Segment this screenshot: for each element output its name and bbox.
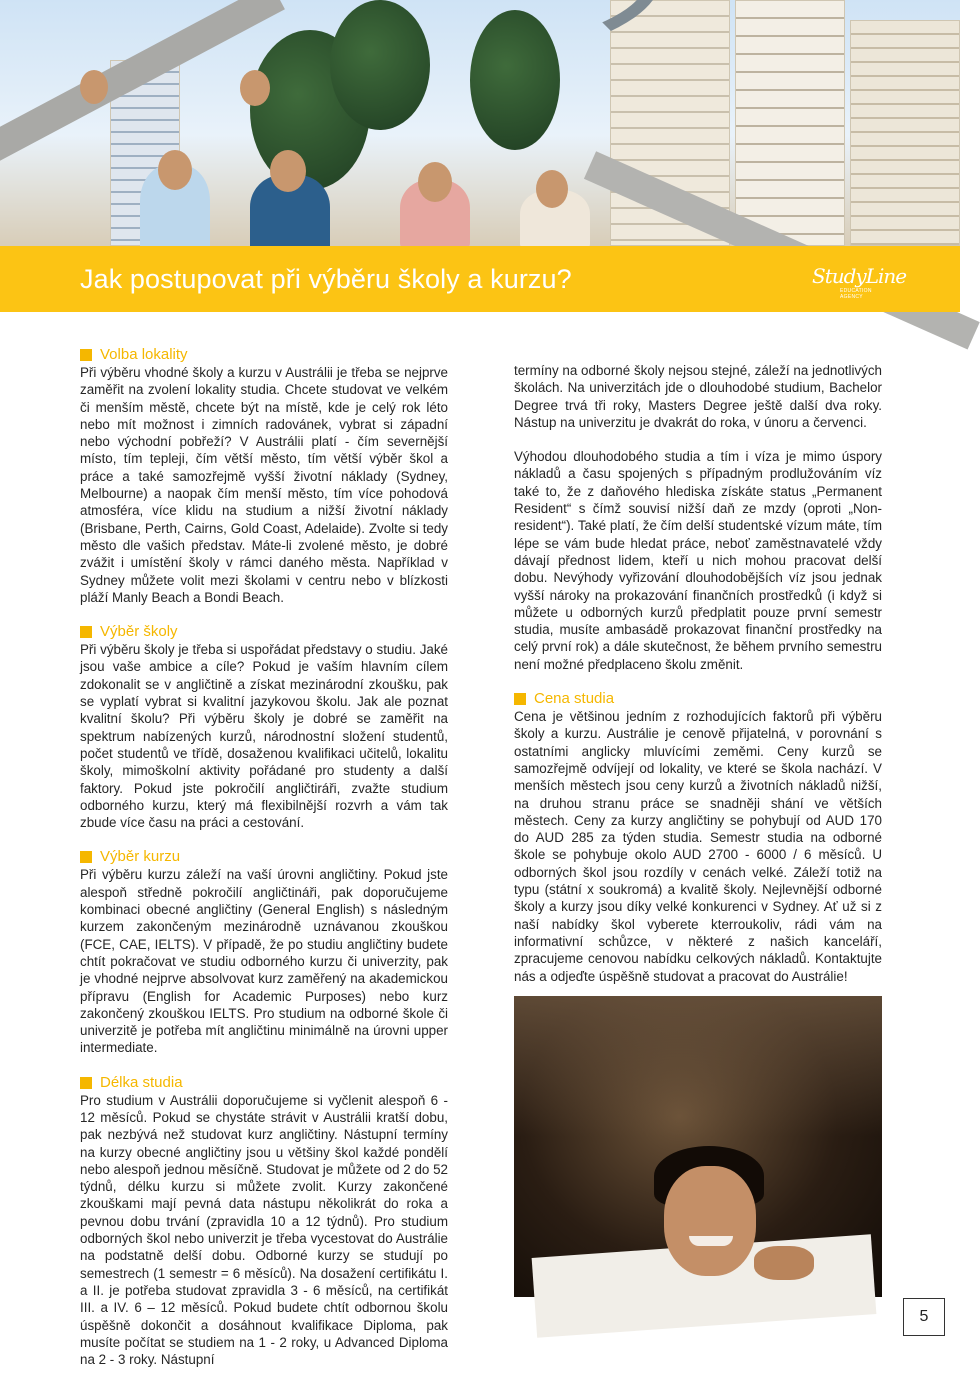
paragraph: Pro studium v Austrálii doporučujeme si vyčlenit alespoň 6 - 12 měsíců. Pokud se chystáte strávit v Austrálii kratší dobu, pak nezbývá než studovat kurz angličtiny. Nástupní termíny na kurzy obecné angličtiny jsou u většiny škol každé pondělí nebo alespoň jednou měsíčně. Studovat je můžete od 2 do 52 týdnů, délku kurzu si můžete zvolit. Kurzy zakončené zkouškami mají pevná data nástupu několikrát do roka a pevnou dobu trvání (zpravidla 10 a 12 týdnů). Pro studium odborných škol nebo univerzit je třeba vycestovat do Austrálie na podstatně delší dobu. Odborné kurzy se studují po semestrech (1 semestr = 6 měsíců). Na dosažení certifikátu I. a II. je potřeba studovat zpravidla 3 - 6 měsíců, na certifikát III. a IV. 6 – 12 měsíců. Pokud budete chtít odbornou školu úspěšně dokončit a dosáhnout kvalifikace Diploma, pak musíte počítat se studiem na 1 - 2 roky, u Advanced Diploma na 2 - 3 roky. Nástupní <box>80 1092 448 1368</box>
building <box>735 0 845 246</box>
right-column <box>514 362 882 985</box>
title-band <box>0 246 960 312</box>
bullet-square-icon <box>80 626 92 638</box>
person-head <box>418 162 452 202</box>
logo-text: StudyLine <box>812 264 907 288</box>
paragraph: termíny na odborné školy nejsou stejné, záleží na jednotlivých školách. Na univerzitách jde o dlouhodobé studium, Bachelor Degree trvá tři roky, Masters Degree ještě další dva roky. Nástup na univerzitu je dvakrát do roka, v únoru a červenci. <box>514 363 882 430</box>
section-heading: Volba lokality <box>80 346 448 364</box>
person-head <box>240 70 270 106</box>
page-title: Jak postupovat při výběru školy a kurzu? <box>80 264 572 294</box>
section-vyber-kurzu <box>80 848 448 1056</box>
hero-photo <box>0 0 960 246</box>
studyline-logo <box>812 264 907 300</box>
bullet-square-icon <box>80 1077 92 1089</box>
smile <box>689 1236 733 1246</box>
photo-background <box>514 996 882 1136</box>
person-head <box>270 150 306 192</box>
section-cena-studia <box>514 690 882 985</box>
section-heading: Výběr školy <box>80 623 448 641</box>
section-heading: Cena studia <box>514 690 882 708</box>
section-heading: Výběr kurzu <box>80 848 448 866</box>
bullet-square-icon <box>514 693 526 705</box>
student-photo <box>514 996 882 1297</box>
section-vyber-skoly <box>80 623 448 831</box>
arch-sign <box>0 0 660 80</box>
paragraph: Cena je většinou jedním z rozhodujících faktorů při výběru školy a kurzu. Austrálie je cenově přijatelná, v porovnání s ostatními anglicky mluvícími zeměmi. Ceny kurzů se samozřejmě odvíjejí od lokality, ve které se škola nachází. V menších městech jsou ceny kurzů a životních nákladů nižší, na druhou stranu práce se snadněji shání ve větších městech. Ceny za kurzy angličtiny se pohybují od AUD 170 do AUD 285 za týden studia. Semestr studia na odborné škole se pohybuje okolo AUD 2700 - 6000 / 6 měsíců. U odborných škol jsou rozdíly v cenách velké. Záleží totiž na typu (státní x soukromá) a kvalitě školy. Nejlevnější odborné školy a kurzy jsou díky velké konkurenci v Sydney. Ať už si z naší nabídky škol vyberete kterroukoliv, rádi vám na informativní schůzce, v některé z našich kanceláří, zpracujeme cenovou nabídku celkových nákladů. Kontaktujte nás a odjeďte úspěšně studovat a pracovat do Austrálie! <box>514 709 882 984</box>
paragraph: Při výběru školy je třeba si uspořádat představy o studiu. Jaké jsou vaše ambice a cíle? Pokud je vaším hlavním cílem zdokonalit se v angličtině a získat mezinárodní zkoušku, pak se vyplatí vybrat si kvalitní jazykovou školu. Jak ale poznat kvalitní školu? Při výběru školy je dobré se zaměřit na spektrum nabízených kurzů, národnostní složení studentů, počet studentů ve třídě, dosaženou kvalifikaci učitelů, lokalitu školy, mimoškolní aktivity pořádané pro studenty a další faktory. Pokud jste pokročilí angličtiráři, zvažte studium odborného kurzu, který má flexibilnější rozvrh a vám tak zbude více času na práci a cestování. <box>80 642 448 831</box>
paragraph: Při výběru vhodné školy a kurzu v Austrálii je třeba se nejprve zaměřit na zvolení lokality studia. Chcete studovat ve velkém či menším městě, chcete být na místě, kde je celý rok léto nebo mít možnost i zimních radovánek, vybrat si západní nebo východní pobřeží? V Austrálii platí - čím severnější místo, tím tepleji, čím větší město, tím větší výběr škol a práce a také samozřejmě vyšší životní náklady (Sydney, Melbourne) a naopak čím menší město, tím více pohodová atmosféra, více klidu na studium a nižší životní náklady (Brisbane, Perth, Cairns, Gold Coast, Adelaide). Zvolte si tedy město dle vašich představ. Máte-li zvolené město, je dobré zvážit i umístění školy v rámci daného města. Například v Sydney můžete volit mezi školami v centru nebo v blízkosti pláží Manly Beach a Bondi Beach. <box>80 365 448 605</box>
left-column <box>80 346 448 1385</box>
person-head <box>536 170 568 208</box>
logo-subtext: EDUCATION AGENCY <box>840 288 872 300</box>
face <box>664 1166 756 1276</box>
person-head <box>158 150 192 190</box>
bullet-square-icon <box>80 349 92 361</box>
building <box>850 20 960 246</box>
hand <box>754 1246 814 1280</box>
section-delka-studia <box>80 1074 448 1369</box>
paragraph: Při výběru kurzu záleží na vaší úrovni angličtiny. Pokud jste alespoň středně pokročilí angličtináři, pak doporučujeme kombinaci obecné angličtiny (General English) s následným kurzem zakončeným mezinárodně uznávanou zkouškou (FCE, CAE, IELTS). V případě, že po studiu angličtiny budete chtít pokračovat ve studiu odborného kurzu či univerzity, pak je vhodné nejprve absolvovat kurz zaměřený na akademickou přípravu (English for Academic Purposes) nebo kurz zakončený zkouškou IELTS. Pro studium na odborné škole či univerzitě je potřeba mít angličtinu minimálně na úrovni upper intermediate. <box>80 867 448 1056</box>
section-heading: Délka studia <box>80 1074 448 1092</box>
section-volba-lokality <box>80 346 448 606</box>
page-number: 5 <box>903 1298 945 1336</box>
person-head <box>80 70 108 104</box>
paragraph: Výhodou dlouhodobého studia a tím i víza je mimo úspory nákladů a času spojených s případným prodlužováním víz také to, že z daňového hlediska získáte status „Permanent Resident“ s čímž souvisí nižší daň ze mzdy (oproti „Non-resident“). Také platí, že čím delší studentské vízum máte, tím lépe se vám bude hledat práce, neboť zaměstnavatelé vždy dávají přednost lidem, kteří u nich mohou pracovat delší dobu. Nevýhody vyřizování dlouhodobějších víz jsou jednak vyšší nároky na prokazování finančních prostředků (i když si můžete u odborných kurzů předplatit pouze první semestr studia, musíte ambasádě prokazovat finanční prostředky na celý první rok) a dále skutečnost, že během prvního semestru není možné předplaceno školu změnit. <box>514 449 882 672</box>
bullet-square-icon <box>80 851 92 863</box>
